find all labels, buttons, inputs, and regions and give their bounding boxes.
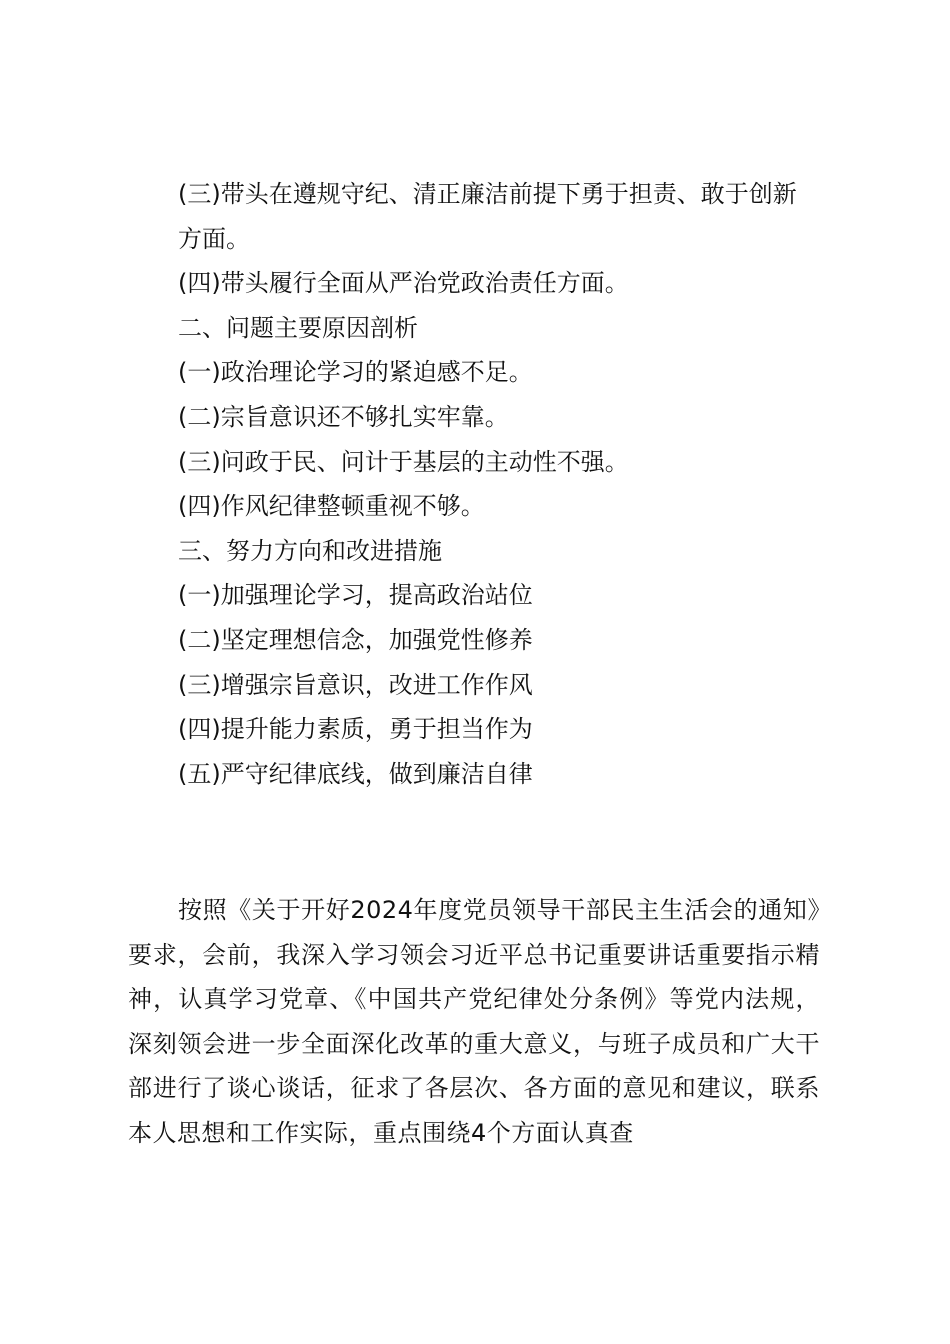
outline-item-continuation: 方面。	[178, 224, 250, 253]
outline-item: (四)作风纪律整顿重视不够。	[178, 492, 485, 521]
outline-item: (一)加强理论学习，提高政治站位	[178, 581, 533, 610]
outline-item: (三)问政于民、问计于基层的主动性不强。	[178, 447, 629, 476]
outline-item: (二)坚定理想信念，加强党性修养	[178, 625, 533, 654]
outline-item	[178, 172, 828, 261]
body-paragraph: 按照《关于开好2024年度党员领导干部民主生活会的通知》要求，会前，我深入学习领会习近平总书记重要讲话重要指示精神，认真学习党章、《中国共产党纪律处分条例》等党内法规，深刻领会进一步全面深化改革的重大意义，与班子成员和广大干部进行了谈心谈话，征求了各层次、各方面的意见和建议，联系本人思想和工作实际，重点围绕4个方面认真查	[128, 896, 820, 1147]
outline-item: (五)严守纪律底线，做到廉洁自律	[178, 759, 533, 788]
outline-item: (四)提升能力素质，勇于担当作为	[178, 715, 533, 744]
outline-item: (二)宗旨意识还不够扎实牢靠。	[178, 402, 509, 431]
outline-item: (三)增强宗旨意识，改进工作作风	[178, 670, 533, 699]
outline-item: (四)带头履行全面从严治党政治责任方面。	[178, 269, 629, 298]
outline-item-text: (三)带头在遵规守纪、清正廉洁前提下勇于担责、敢于创新	[178, 180, 797, 208]
outline-item: (一)政治理论学习的紧迫感不足。	[178, 358, 533, 387]
section-heading: 三、努力方向和改进措施	[178, 536, 442, 565]
outline-list	[178, 172, 828, 796]
section-heading: 二、问题主要原因剖析	[178, 313, 418, 342]
